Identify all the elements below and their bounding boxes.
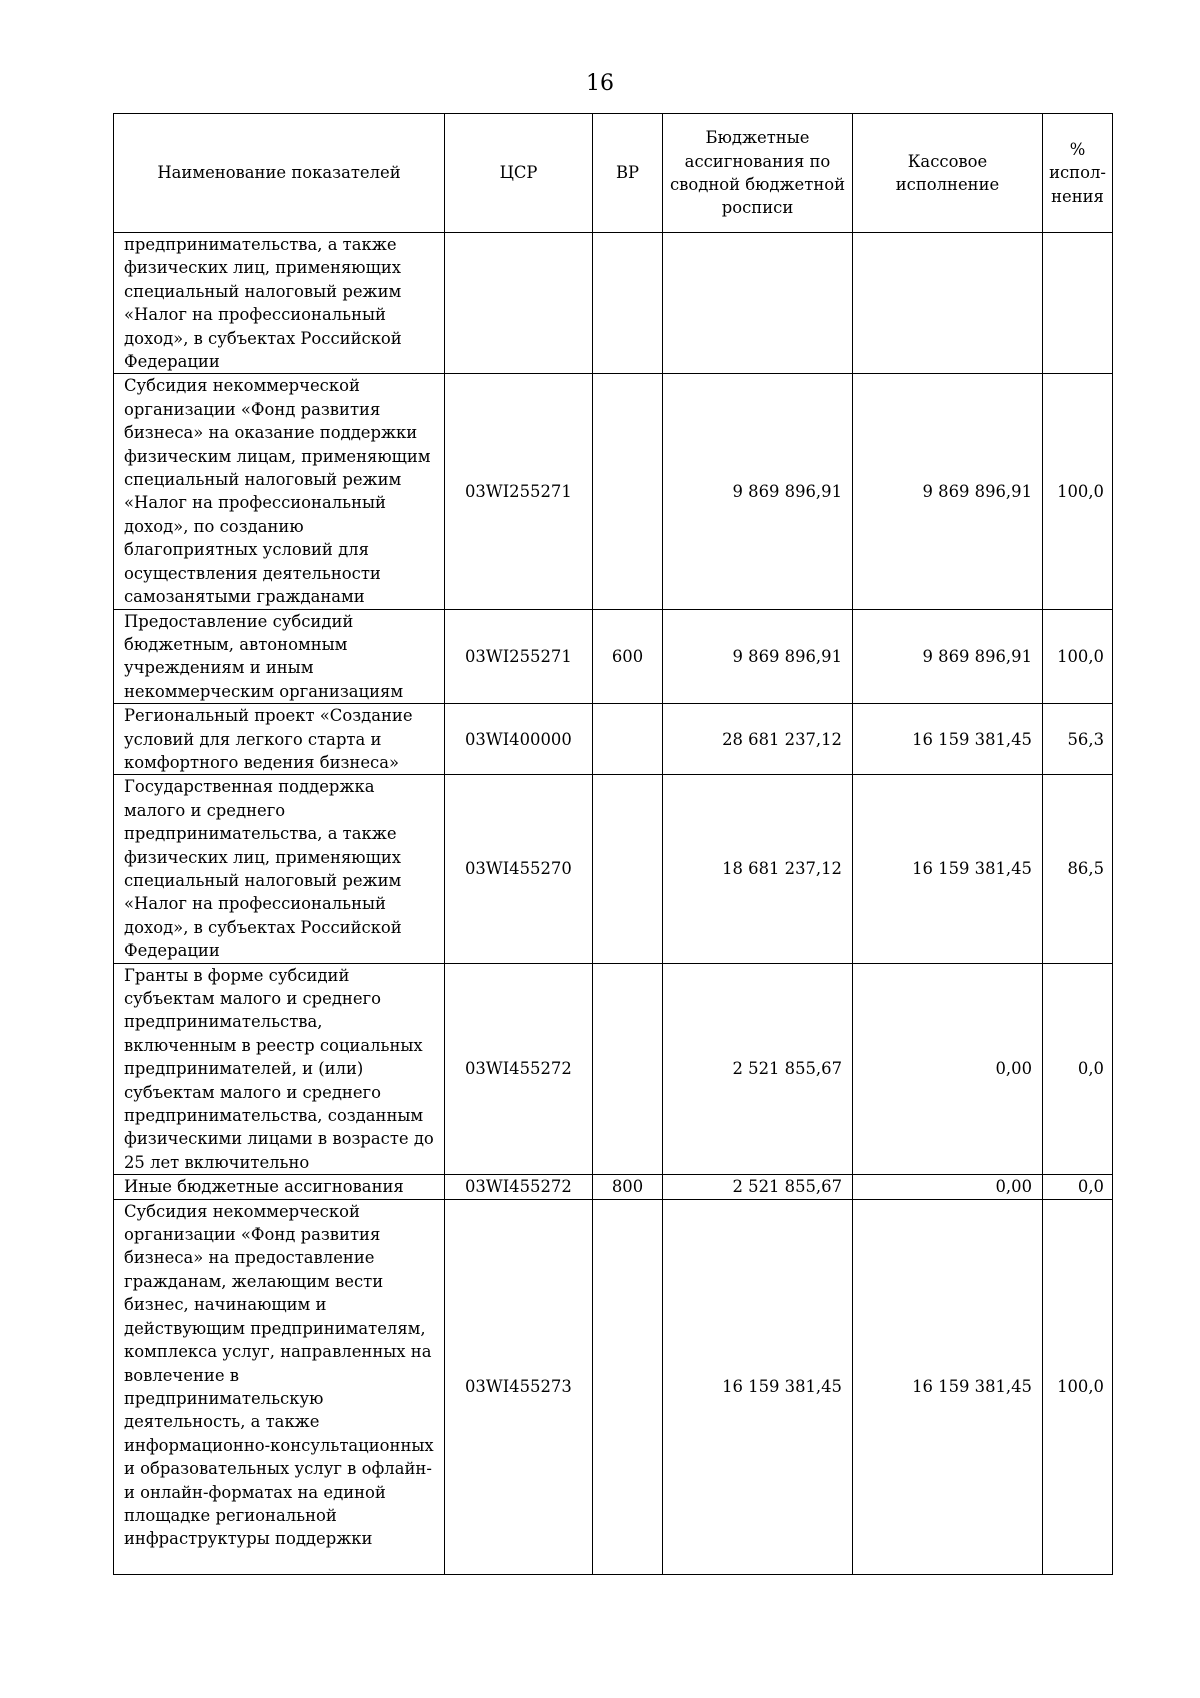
page-number: 16 [586, 71, 614, 96]
table-row [114, 704, 1113, 775]
row-csr: 03WI400000 [445, 704, 593, 775]
row-vr [593, 704, 663, 775]
row-allocated: 28 681 237,12 [663, 704, 853, 775]
row-executed: 16 159 381,45 [853, 775, 1043, 963]
row-name: Гранты в форме субсидий субъектам малого и среднего предпринимательства, включенным в реестр социальных предпринимателей, и (или) субъектам малого и среднего предпринимательства, созданным физическими лицами в возрасте до 25 лет включительно [114, 963, 445, 1175]
row-percent: 0,0 [1043, 1175, 1113, 1199]
row-executed: 0,00 [853, 963, 1043, 1175]
row-vr [593, 1199, 663, 1574]
row-vr [593, 374, 663, 609]
row-allocated: 18 681 237,12 [663, 775, 853, 963]
row-name: Государственная поддержка малого и среднего предпринимательства, а также физических лиц, применяющих специальный налоговый режим «Налог на профессиональный доход», в субъектах Российской Федерации [114, 775, 445, 963]
row-vr: 800 [593, 1175, 663, 1199]
row-executed: 16 159 381,45 [853, 1199, 1043, 1574]
row-allocated: 9 869 896,91 [663, 374, 853, 609]
header-execution-percent: % испол-нения [1043, 114, 1113, 233]
row-allocated [663, 233, 853, 374]
row-executed: 0,00 [853, 1175, 1043, 1199]
row-name: Иные бюджетные ассигнования [114, 1175, 445, 1199]
table-header-row [114, 114, 1113, 233]
row-executed [853, 233, 1043, 374]
row-csr: 03WI455270 [445, 775, 593, 963]
row-vr: 600 [593, 609, 663, 704]
table-row [114, 609, 1113, 704]
row-percent: 100,0 [1043, 1199, 1113, 1574]
table-row [114, 963, 1113, 1175]
table-row [114, 374, 1113, 609]
table-row [114, 1199, 1113, 1574]
row-executed: 9 869 896,91 [853, 609, 1043, 704]
row-vr [593, 233, 663, 374]
row-vr [593, 775, 663, 963]
row-executed: 16 159 381,45 [853, 704, 1043, 775]
row-name: Субсидия некоммерческой организации «Фонд развития бизнеса» на оказание поддержки физическим лицам, применяющим специальный налоговый режим «Налог на профессиональный доход», по созданию благоприятных условий для осуществления деятельности самозанятыми гражданами [114, 374, 445, 609]
row-allocated: 9 869 896,91 [663, 609, 853, 704]
row-percent [1043, 233, 1113, 374]
row-name: Субсидия некоммерческой организации «Фонд развития бизнеса» на предоставление гражданам, желающим вести бизнес, начинающим и действующим предпринимателям, комплекса услуг, направленных на вовлечение в предпринимательскую деятельность, а также информационно-консультационных и образовательных услуг в офлайн- и онлайн-форматах на единой площадке региональной инфраструктуры поддержки [114, 1199, 445, 1574]
row-percent: 100,0 [1043, 374, 1113, 609]
row-percent: 100,0 [1043, 609, 1113, 704]
header-vr: ВР [593, 114, 663, 233]
row-csr: 03WI255271 [445, 609, 593, 704]
row-csr: 03WI455273 [445, 1199, 593, 1574]
header-budget-allocations: Бюджетные ассигнования по сводной бюджетной росписи [663, 114, 853, 233]
row-percent: 86,5 [1043, 775, 1113, 963]
table-row [114, 775, 1113, 963]
row-allocated: 16 159 381,45 [663, 1199, 853, 1574]
table-row [114, 1175, 1113, 1199]
header-indicator-name: Наименование показателей [114, 114, 445, 233]
row-vr [593, 963, 663, 1175]
row-percent: 0,0 [1043, 963, 1113, 1175]
row-csr: 03WI455272 [445, 1175, 593, 1199]
row-csr: 03WI255271 [445, 374, 593, 609]
row-name: предпринимательства, а также физических лиц, применяющих специальный налоговый режим «Налог на профессиональный доход», в субъектах Российской Федерации [114, 233, 445, 374]
row-name: Предоставление субсидий бюджетным, автономным учреждениям и иным некоммерческим организациям [114, 609, 445, 704]
row-csr [445, 233, 593, 374]
row-executed: 9 869 896,91 [853, 374, 1043, 609]
header-csr: ЦСР [445, 114, 593, 233]
row-name: Региональный проект «Создание условий для легкого старта и комфортного ведения бизнеса» [114, 704, 445, 775]
row-allocated: 2 521 855,67 [663, 963, 853, 1175]
row-csr: 03WI455272 [445, 963, 593, 1175]
header-cash-execution: Кассовое исполнение [853, 114, 1043, 233]
row-allocated: 2 521 855,67 [663, 1175, 853, 1199]
budget-execution-table [113, 113, 1113, 1575]
table-row [114, 233, 1113, 374]
row-percent: 56,3 [1043, 704, 1113, 775]
